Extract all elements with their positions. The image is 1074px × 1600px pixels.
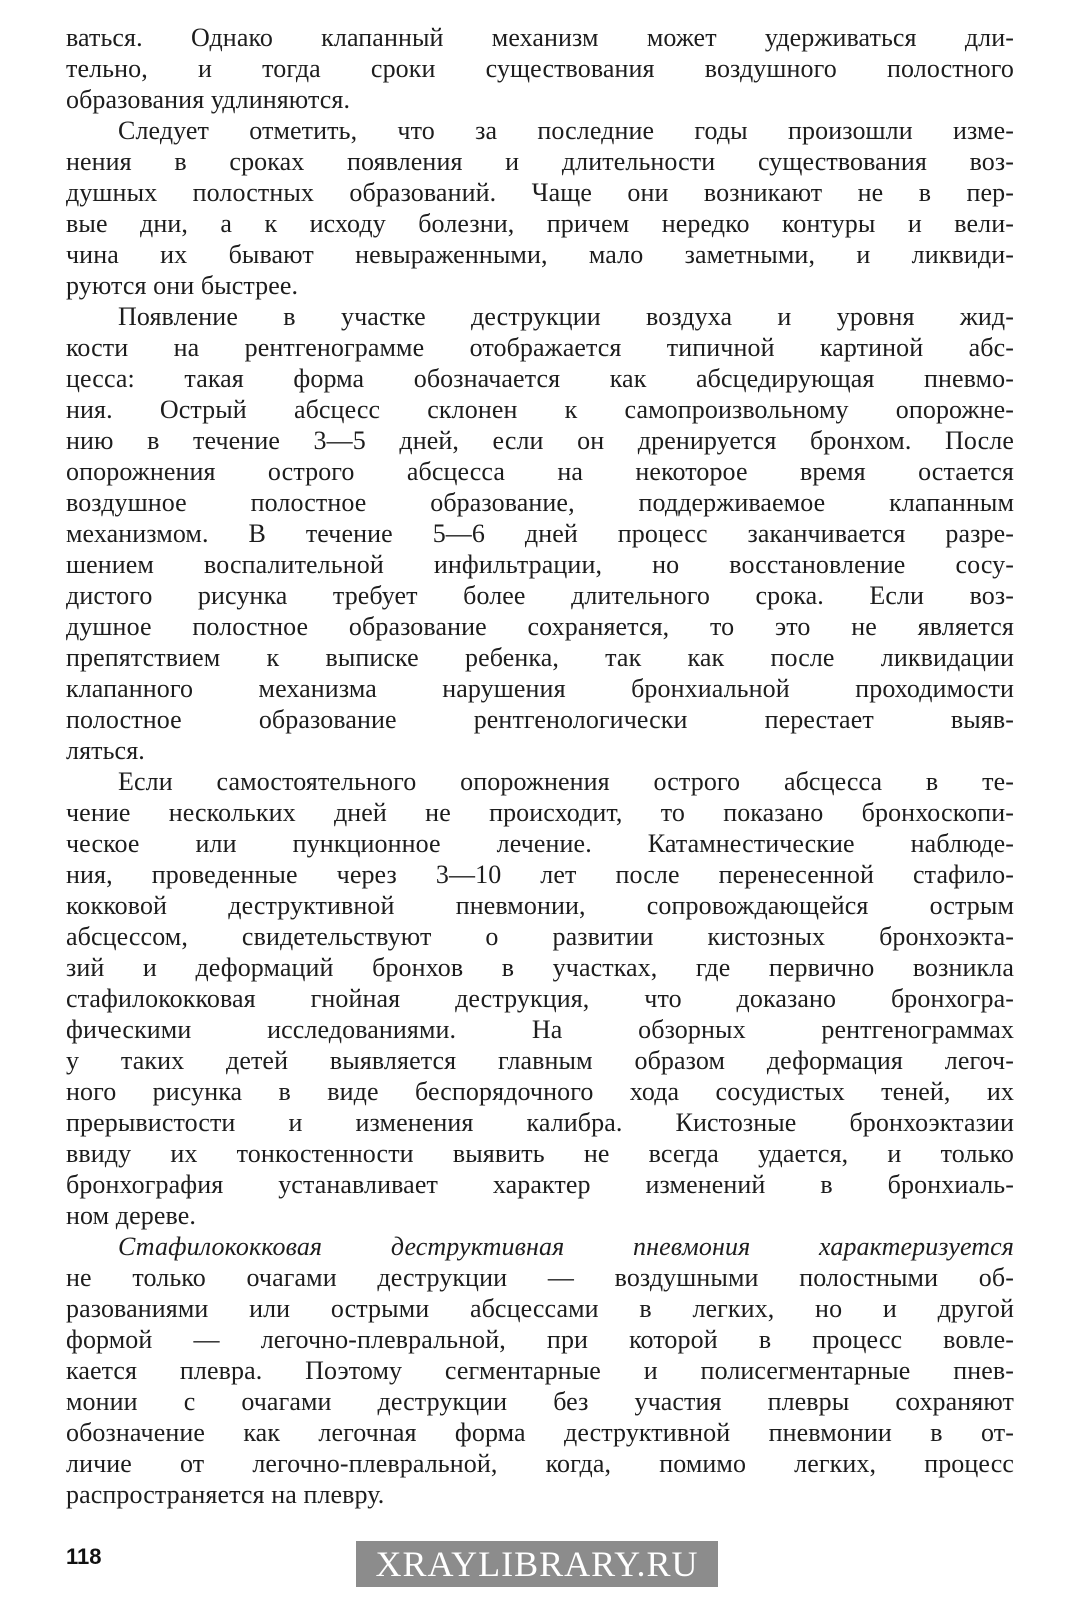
- text-line: кается плевра. Поэтому сегментарные и полисегментарные пнев-: [66, 1356, 1014, 1385]
- text-line: образования удлиняются.: [66, 85, 351, 114]
- text-line: руются они быстрее.: [66, 271, 299, 300]
- text-line: душное полостное образование сохраняется, то это не является: [66, 612, 1014, 641]
- text-line: шением воспалительной инфильтрации, но восстановление сосу-: [66, 550, 1014, 579]
- text-line: дистого рисунка требует более длительного срока. Если воз-: [66, 581, 1014, 610]
- text-line: вые дни, а к исходу болезни, причем нередко контуры и вели-: [66, 209, 1014, 238]
- text-line: ческое или пункционное лечение. Катамнестические наблюде-: [66, 829, 1014, 858]
- text-line: у таких детей выявляется главным образом деформация легоч-: [66, 1046, 1014, 1075]
- paragraph-2: [66, 115, 1014, 301]
- text-line: кокковой деструктивной пневмонии, сопровождающейся острым: [66, 891, 1014, 920]
- text-line: Если самостоятельного опорожнения острого абсцесса в те-: [118, 767, 1014, 796]
- text-line: абсцессом, свидетельствуют о развитии кистозных бронхоэкта-: [66, 922, 1014, 951]
- text-line: бронхография устанавливает характер изменений в бронхиаль-: [66, 1170, 1014, 1199]
- text-line: Следует отметить, что за последние годы произошли изме-: [118, 116, 1014, 145]
- text-line: не только очагами деструкции — воздушными полостными об-: [66, 1263, 1014, 1292]
- text-line: нения в сроках появления и длительности существования воз-: [66, 147, 1014, 176]
- text-line: кости на рентгенограмме отображается типичной картиной абс-: [66, 333, 1014, 362]
- text-line: цесса: такая форма обозначается как абсцедирующая пневмо-: [66, 364, 1014, 393]
- text-line: распространяется на плевру.: [66, 1480, 385, 1509]
- text-line: механизмом. В течение 5—6 дней процесс заканчивается разре-: [66, 519, 1014, 548]
- text-line: ваться. Однако клапанный механизм может удерживаться дли-: [66, 23, 1014, 52]
- paragraph-1: [66, 22, 1014, 115]
- text-line: ного рисунка в виде беспорядочного хода сосудистых теней, их: [66, 1077, 1014, 1106]
- text-line: стафилококковая гнойная деструкция, что доказано бронхогра-: [66, 984, 1014, 1013]
- text-line: ляться.: [66, 736, 145, 765]
- text-line: зий и деформаций бронхов в участках, где первично возникла: [66, 953, 1014, 982]
- page-number: 118: [66, 1544, 102, 1569]
- text-line: тельно, и тогда сроки существования воздушного полостного: [66, 54, 1014, 83]
- text-line: ввиду их тонкостенности выявить не всегда удается, и только: [66, 1139, 1014, 1168]
- text-line: нию в течение 3—5 дней, если он дренируется бронхом. После: [66, 426, 1014, 455]
- text-line: формой — легочно-плевральной, при которой в процесс вовле-: [66, 1325, 1014, 1354]
- page-body: [66, 22, 1014, 1510]
- text-line: препятствием к выписке ребенка, так как после ликвидации: [66, 643, 1014, 672]
- text-line: прерывистости и изменения калибра. Кистозные бронхоэктазии: [66, 1108, 1014, 1137]
- text-line: Стафилококковая деструктивная пневмония характеризуется: [118, 1232, 1014, 1261]
- text-line: ния. Острый абсцесс склонен к самопроизвольному опорожне-: [66, 395, 1014, 424]
- paragraph-4: [66, 766, 1014, 1231]
- text-line: фическими исследованиями. На обзорных рентгенограммах: [66, 1015, 1014, 1044]
- text-line: монии с очагами деструкции без участия плевры сохраняют: [66, 1387, 1014, 1416]
- watermark-banner: XRAYLIBRARY.RU: [356, 1541, 718, 1587]
- text-line: Появление в участке деструкции воздуха и уровня жид-: [118, 302, 1014, 331]
- text-line: ния, проведенные через 3—10 лет после перенесенной стафило-: [66, 860, 1014, 889]
- text-line: клапанного механизма нарушения бронхиальной проходимости: [66, 674, 1014, 703]
- text-line: обозначение как легочная форма деструктивной пневмонии в от-: [66, 1418, 1014, 1447]
- text-line: ном дереве.: [66, 1201, 196, 1230]
- text-line: воздушное полостное образование, поддерживаемое клапанным: [66, 488, 1014, 517]
- text-line: разованиями или острыми абсцессами в легких, но и другой: [66, 1294, 1014, 1323]
- text-line: душных полостных образований. Чаще они возникают не в пер-: [66, 178, 1014, 207]
- text-line: чение нескольких дней не происходит, то показано бронхоскопи-: [66, 798, 1014, 827]
- paragraph-3: [66, 301, 1014, 766]
- text-line: опорожнения острого абсцесса на некоторое время остается: [66, 457, 1014, 486]
- paragraph-5: [66, 1231, 1014, 1510]
- text-line: чина их бывают невыраженными, мало заметными, и ликвиди-: [66, 240, 1014, 269]
- text-line: полостное образование рентгенологически перестает выяв-: [66, 705, 1014, 734]
- text-line: личие от легочно-плевральной, когда, помимо легких, процесс: [66, 1449, 1014, 1478]
